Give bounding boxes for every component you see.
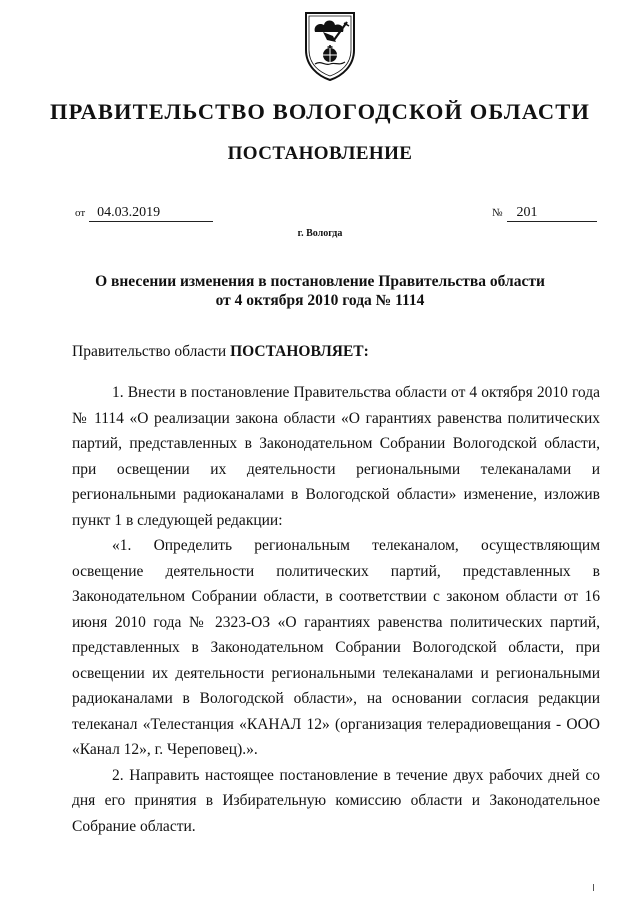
document-type: ПОСТАНОВЛЕНИЕ: [227, 143, 413, 164]
paragraph-2: 2. Направить настоящее постановление в течение двух рабочих дней со дня его принятия в Избирательную комиссию области и Законодательное Собрание области.: [72, 766, 600, 835]
number-label: №: [492, 207, 503, 219]
date-field: [75, 205, 213, 222]
subject-line-1: О внесении изменения в постановление Правительства области: [95, 273, 545, 290]
number-value: 201: [507, 205, 597, 222]
number-field: [492, 205, 597, 222]
preamble-bold: ПОСТАНОВЛЯЕТ:: [230, 343, 369, 360]
subject-line-2: от 4 октября 2010 года № 1114: [215, 292, 425, 309]
preamble-text: Правительство области: [72, 343, 231, 360]
city-label: г. Вологда: [297, 228, 343, 239]
paragraph-1: 1. Внести в постановление Правительства области от 4 октября 2010 года № 1114 «О реализации закона области «О гарантиях равенства политических партий, представленных в Законодательном Собрании Вологодской области, при освещении их деятельности региональными телеканалами и региональными радиоканалами в Вологодской области» изменение, изложив пункт 1 в следующей редакции:: [72, 384, 600, 529]
date-label: от: [75, 207, 86, 219]
document-subject: [60, 272, 580, 310]
document-body: [72, 380, 600, 839]
date-value: 04.03.2019: [89, 205, 213, 222]
coat-of-arms-emblem: [303, 10, 357, 82]
preamble: [72, 343, 369, 361]
organization-title: ПРАВИТЕЛЬСТВО ВОЛОГОДСКОЙ ОБЛАСТИ: [50, 99, 590, 124]
page-mark: [593, 884, 594, 891]
paragraph-quoted-item: «1. Определить региональным телеканалом, осуществляющим освещение деятельности политических партий, представленных в Законодательном Собрании области, в соответствии с законом области от 16 июня 2010 года № 2323-ОЗ «О гарантиях равенства политических партий, представленных в Законодательном Собрании Вологодской области, при освещении их деятельности региональными телеканалами и региональными радиоканалами в Вологодской области», на основании согласия редакции телеканал «Телестанция «КАНАЛ 12» (организация телерадиовещания - ООО «Канал 12», г. Череповец).».: [72, 537, 600, 758]
